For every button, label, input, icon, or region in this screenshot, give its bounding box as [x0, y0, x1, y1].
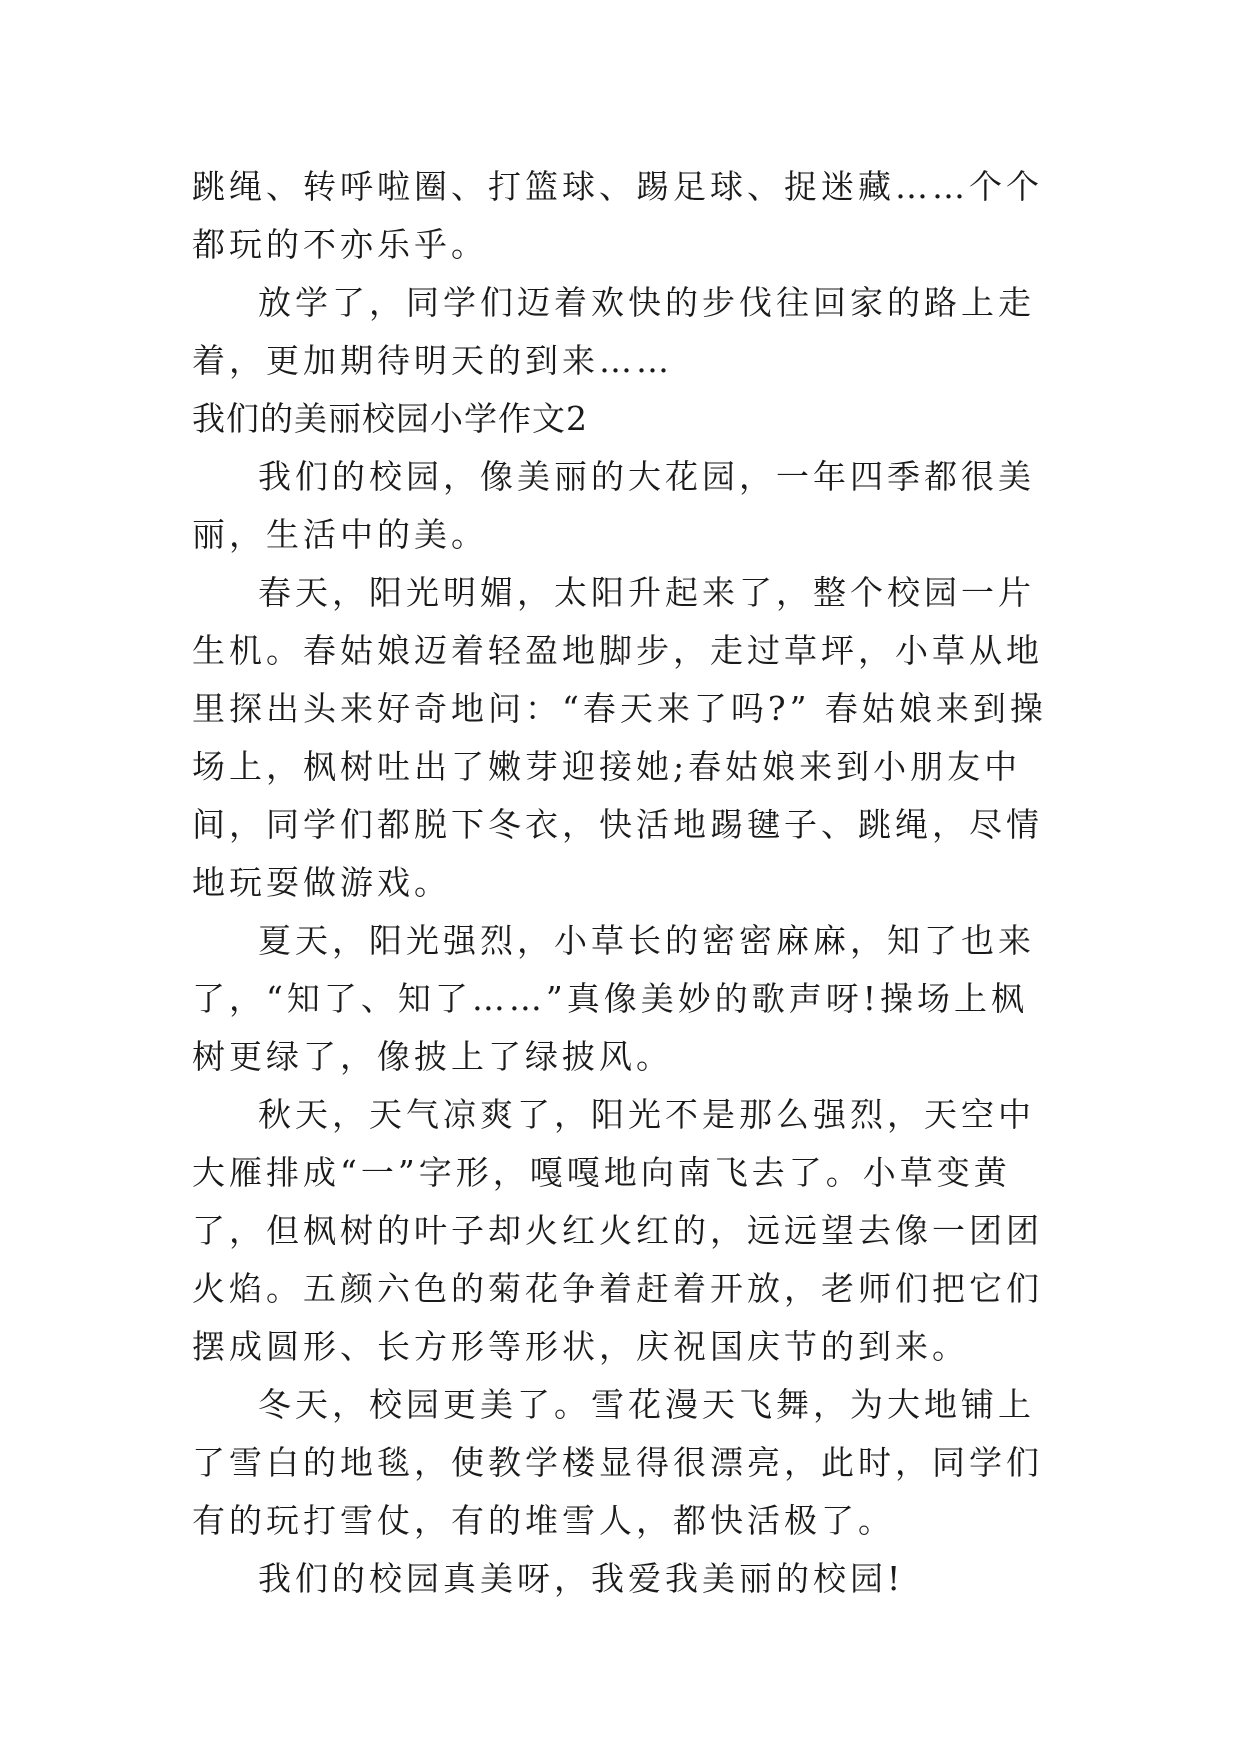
document-body: [192, 158, 1062, 1608]
paragraph-spring: 春天，阳光明媚，太阳升起来了，整个校园一片生机。春姑娘迈着轻盈地脚步，走过草坪，小草从地里探出头来好奇地问：“春天来了吗?” 春姑娘来到操场上，枫树吐出了嫩芽迎接她;春姑娘来到小朋友中间，同学们都脱下冬衣，快活地踢毽子、跳绳，尽情地玩耍做游戏。: [192, 573, 1047, 902]
paragraph-after-school: 放学了，同学们迈着欢快的步伐往回家的路上走着，更加期待明天的到来……: [192, 283, 1035, 380]
paragraph-conclusion: 我们的校园真美呀，我爱我美丽的校园!: [258, 1559, 905, 1598]
paragraph-intro: 我们的校园，像美丽的大花园，一年四季都很美丽，生活中的美。: [192, 457, 1035, 554]
paragraph-summer: 夏天，阳光强烈，小草长的密密麻麻，知了也来了，“知了、知了……”真像美妙的歌声呀!操场上枫树更绿了，像披上了绿披风。: [192, 921, 1035, 1076]
essay-title: 我们的美丽校园小学作文2: [192, 399, 588, 438]
paragraph-winter: 冬天，校园更美了。雪花漫天飞舞，为大地铺上了雪白的地毯，使教学楼显得很漂亮，此时，同学们有的玩打雪仗，有的堆雪人，都快活极了。: [192, 1385, 1043, 1540]
paragraph-autumn: 秋天，天气凉爽了，阳光不是那么强烈，天空中大雁排成“一”字形，嘎嘎地向南飞去了。小草变黄了，但枫树的叶子却火红火红的，远远望去像一团团火焰。五颜六色的菊花争着赶着开放，老师们把它们摆成圆形、长方形等形状，庆祝国庆节的到来。: [192, 1095, 1043, 1366]
paragraph-continuation: 跳绳、转呼啦圈、打篮球、踢足球、捉迷藏……个个都玩的不亦乐乎。: [192, 167, 1043, 264]
